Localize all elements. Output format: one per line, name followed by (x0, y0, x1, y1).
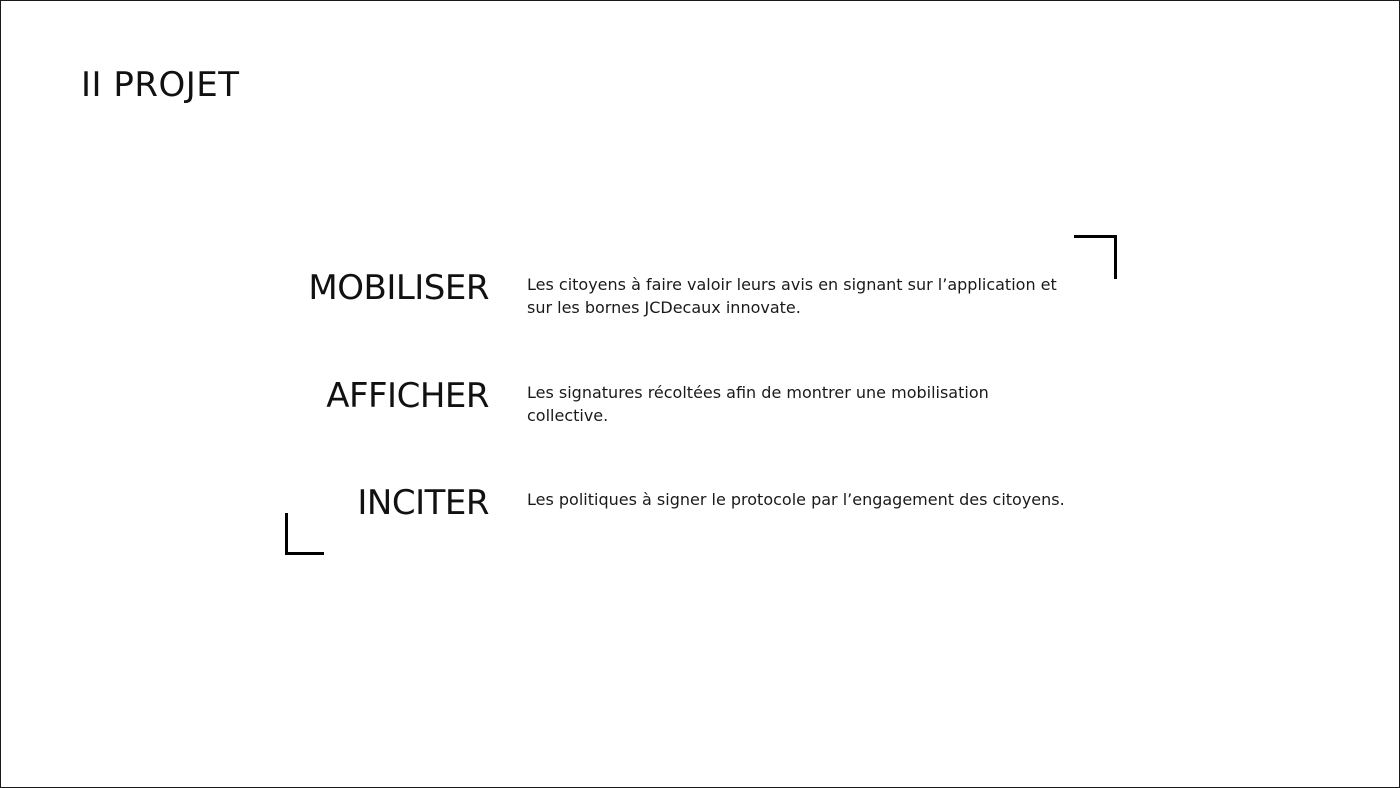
item-keyword: INCITER (357, 483, 489, 523)
item-keyword: AFFICHER (326, 376, 489, 416)
item-description: Les citoyens à faire valoir leurs avis en signant sur l’application et sur les bornes JCDecaux innovate. (527, 275, 1057, 317)
item-description: Les politiques à signer le protocole par l’engagement des citoyens. (527, 490, 1065, 509)
item-keyword: MOBILISER (308, 268, 489, 308)
corner-bracket-bottom-left (285, 513, 324, 555)
slide-title: II PROJET (81, 65, 240, 105)
item-description: Les signatures récoltées afin de montrer une mobilisation collective. (527, 383, 989, 425)
corner-bracket-top-right (1074, 235, 1117, 279)
